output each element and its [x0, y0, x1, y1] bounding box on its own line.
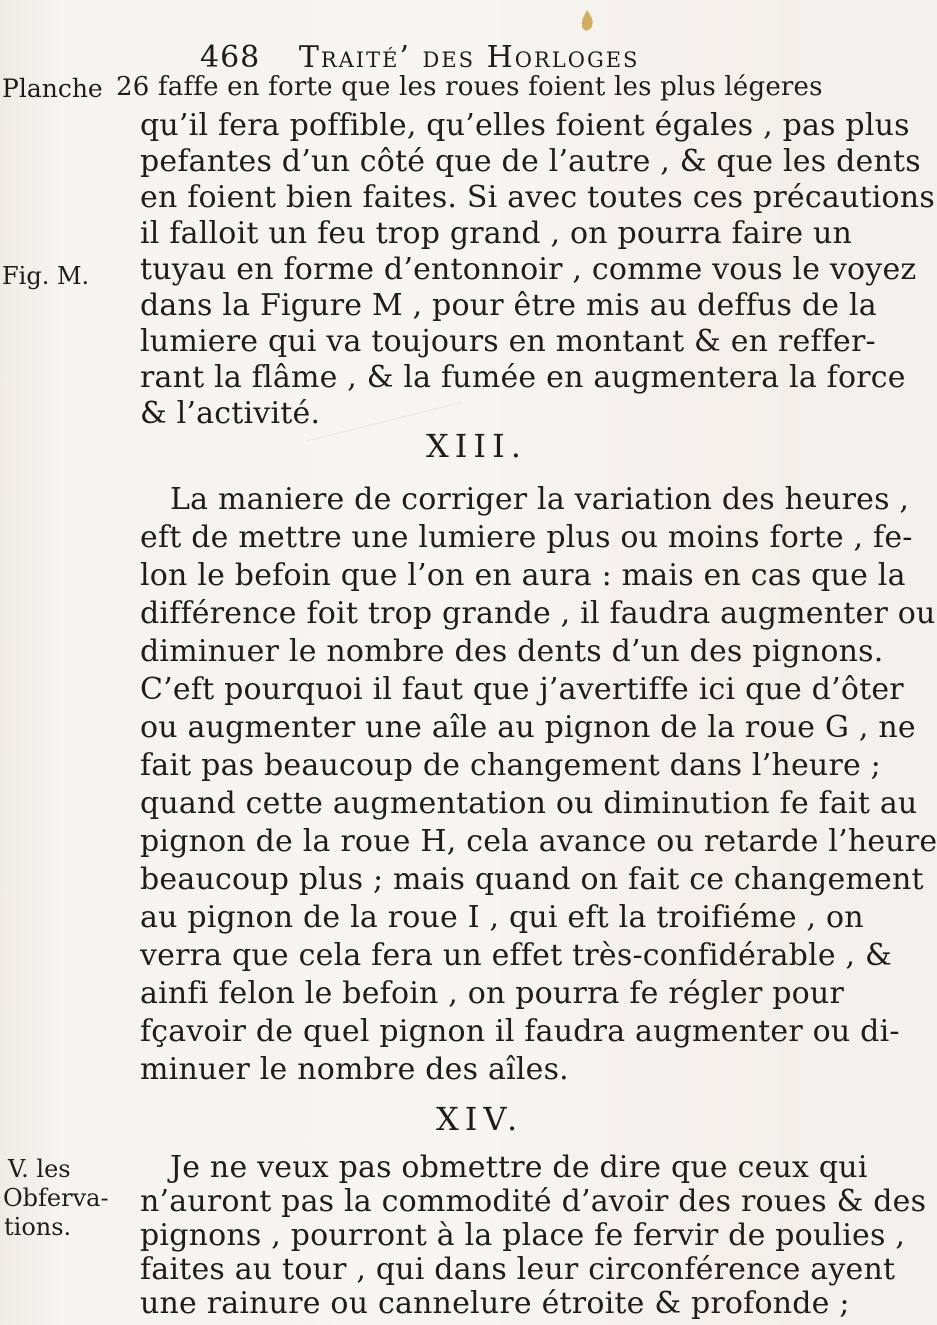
paragraph-1-line-2: qu’il fera poffible, qu’elles foient égales , pas plus — [140, 108, 910, 143]
paragraph-2-line-3: lon le befoin que l’on en aura : mais en cas que la — [140, 558, 906, 593]
paragraph-2-line-5: diminuer le nombre des dents d’un des pignons. — [140, 634, 884, 669]
paragraph-1-line-5: il falloit un feu trop grand , on pourra faire un — [140, 216, 853, 251]
ink-stain-icon — [577, 8, 597, 34]
paragraph-2-line-6: C’eft pourquoi il faut que j’avertiffe ici que d’ôter — [140, 672, 904, 707]
paragraph-3-line-1: Je ne veux pas obmettre de dire que ceux qui — [170, 1150, 868, 1185]
paragraph-2-line-2: eft de mettre une lumiere plus ou moins forte , fe- — [140, 520, 913, 555]
paragraph-3-line-2: n’auront pas la commodité d’avoir des roues & des — [140, 1184, 927, 1219]
paragraph-2-line-10: pignon de la roue H, cela avance ou retarde l’heure — [140, 824, 937, 859]
paragraph-2-line-15: fçavoir de quel pignon il faudra augmenter ou di- — [140, 1014, 900, 1049]
paragraph-1-line-9: rant la flâme , & la fumée en augmentera la force — [140, 360, 906, 395]
paragraph-2-line-14: ainfi felon le befoin , on pourra fe régler pour — [140, 976, 844, 1011]
section-heading-xiii: XIII. — [426, 427, 527, 465]
margin-note-observations-line-1: V. les — [8, 1155, 71, 1183]
page-number: 468 — [200, 40, 261, 75]
paragraph-1-line-3: pefantes d’un côté que de l’autre , & que les dents — [140, 144, 921, 179]
paragraph-2-line-9: quand cette augmentation ou diminution fe fait au — [140, 786, 918, 821]
running-title: Traité’ des Horloges — [298, 40, 640, 75]
paragraph-1-line-1: 26 faffe en forte que les roues foient les plus légeres — [116, 72, 823, 102]
paragraph-3-line-4: faites au tour , qui dans leur circonférence ayent — [140, 1252, 896, 1287]
paragraph-2-line-13: verra que cela fera un effet très-confidérable , & — [140, 938, 892, 973]
paragraph-1-line-10: & l’activité. — [140, 396, 321, 431]
paragraph-1-line-4: en foient bien faites. Si avec toutes ces précautions — [140, 180, 935, 215]
paragraph-2-line-11: beaucoup plus ; mais quand on fait ce changement — [140, 862, 924, 897]
margin-note-planche: Planche — [2, 74, 103, 103]
paragraph-1-line-8: lumiere qui va toujours en montant & en reffer- — [140, 324, 876, 359]
paragraph-1-line-7: dans la Figure M , pour être mis au deffus de la — [140, 288, 877, 323]
margin-note-figure: Fig. M. — [2, 262, 90, 290]
paragraph-3-line-3: pignons , pourront à la place fe fervir de poulies , — [140, 1218, 906, 1253]
paragraph-2-line-8: fait pas beaucoup de changement dans l’heure ; — [140, 748, 881, 783]
paragraph-3-line-5: une rainure ou cannelure étroite & profonde ; — [140, 1286, 850, 1321]
paragraph-2-line-16: minuer le nombre des aîles. — [140, 1052, 569, 1087]
margin-note-observations-line-2: Obferva- — [3, 1184, 109, 1212]
paragraph-2-line-7: ou augmenter une aîle au pignon de la roue G , ne — [140, 710, 916, 745]
paragraph-2-line-1: La maniere de corriger la variation des heures , — [170, 482, 910, 517]
paragraph-2-line-12: au pignon de la roue I , qui eft la troifiéme , on — [140, 900, 864, 935]
section-heading-xiv: XIV. — [436, 1100, 524, 1138]
margin-note-observations-line-3: tions. — [4, 1213, 72, 1241]
paragraph-1-line-6: tuyau en forme d’entonnoir , comme vous le voyez — [140, 252, 917, 287]
paragraph-2-line-4: différence foit trop grande , il faudra augmenter ou — [140, 596, 936, 631]
